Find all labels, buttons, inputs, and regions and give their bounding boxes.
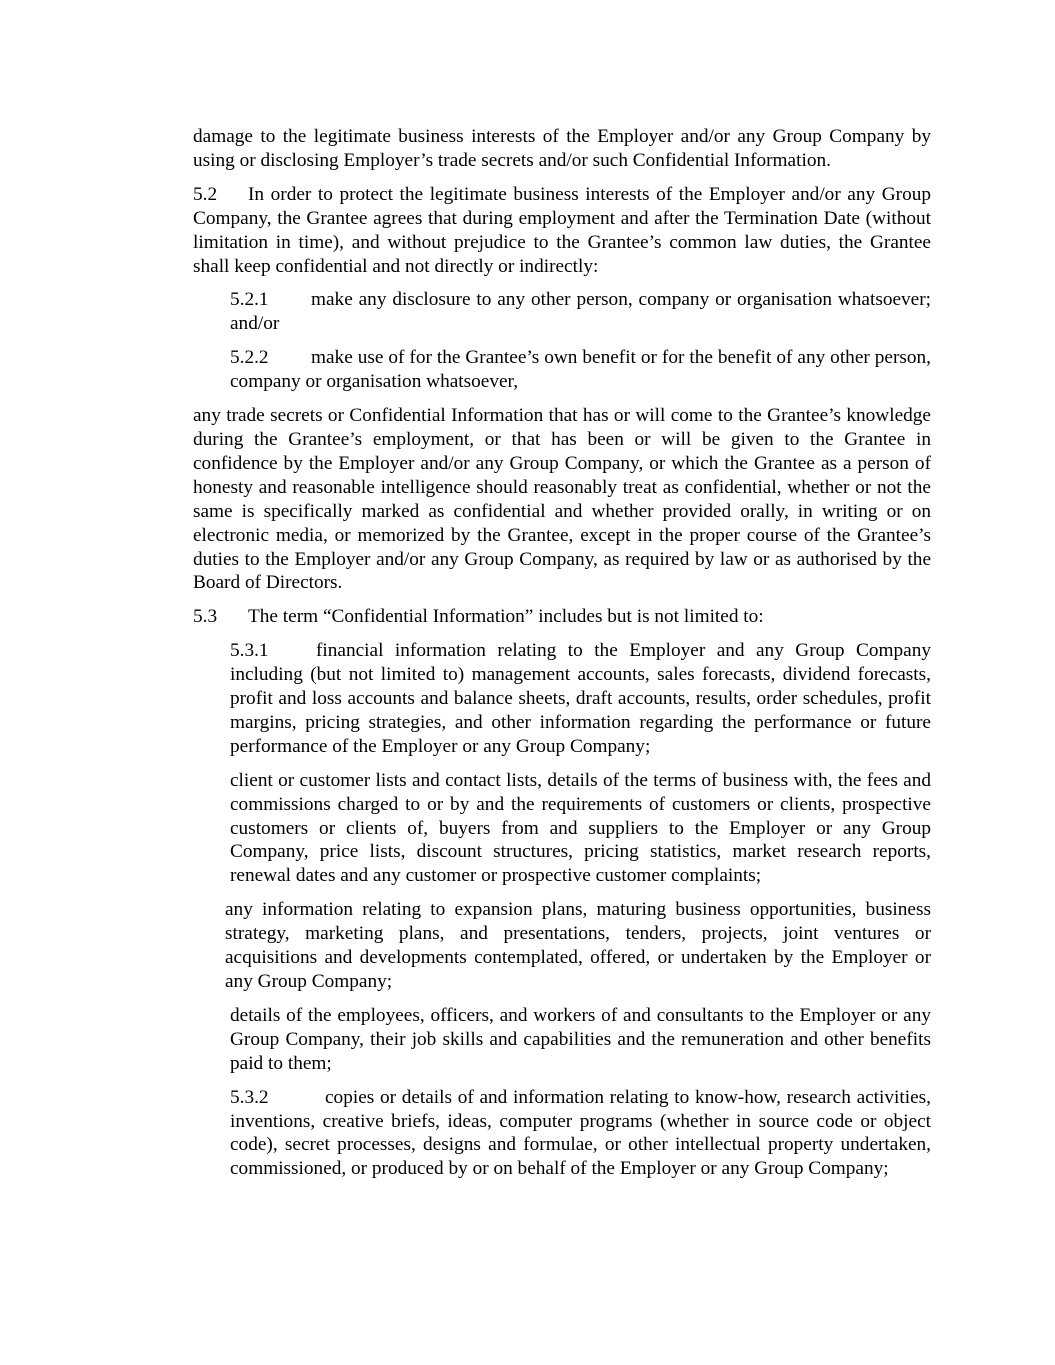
clause-text: copies or details of and information relating to know-how, research activities, inventions, creative briefs, ideas, computer programs (whether in source code or object code), secret processes, designs and formulae, or other intellectual property undertaken, commissioned, or produced by or on behalf of the Employer or any Group Company; (230, 1086, 931, 1180)
clause-5-3-1 (230, 639, 931, 759)
clause-5-3-2 (230, 1086, 931, 1182)
clause-number: 5.2.2 (230, 347, 269, 369)
clause-number: 5.3 (193, 606, 218, 628)
clause-number: 5.2.1 (230, 289, 269, 311)
clause-5-2-2 (230, 346, 931, 394)
clause-5-3 (193, 605, 931, 629)
paragraph-expansion-plans: any information relating to expansion plans, maturing business opportunities, business strategy, marketing plans, and presentations, tenders, projects, joint ventures or acquisitions and developments contemplated, offered, or undertaken by the Employer or any Group Company; (225, 899, 931, 992)
paragraph-employees: details of the employees, officers, and workers of and consultants to the Employer or any Group Company, their job skills and capabilities and the remuneration and other benefits paid to them; (230, 1004, 931, 1074)
clause-number: 5.3.2 (230, 1086, 269, 1108)
clause-text: make use of for the Grantee’s own benefit or for the benefit of any other person, company or organisation whatsoever, (230, 347, 931, 393)
clause-text: make any disclosure to any other person, company or organisation whatsoever; and/or (230, 289, 931, 335)
paragraph-intro: damage to the legitimate business interests of the Employer and/or any Group Company by using or disclosing Employer’s trade secrets and/or such Confidential Information. (193, 126, 931, 171)
clause-5-2 (193, 183, 931, 279)
document-page (193, 125, 931, 1181)
clause-5-2-1 (230, 288, 931, 336)
paragraph-client-lists: client or customer lists and contact lists, details of the terms of business with, the fees and commissions charged to or by and the requirements of customers or clients, prospective customers or clients of, buyers from and suppliers to the Employer or any Group Company, price lists, discount structures, pricing statistics, market research reports, renewal dates and any customer or prospective customer complaints; (230, 769, 931, 887)
clause-number: 5.3.1 (230, 640, 269, 662)
clause-text: In order to protect the legitimate business interests of the Employer and/or any Group Company, the Grantee agrees that during employment and after the Termination Date (without limitation in time), and without prejudice to the Grantee’s common law duties, the Grantee shall keep confidential and not directly or indirectly: (193, 183, 931, 277)
paragraph-trade-secrets: any trade secrets or Confidential Information that has or will come to the Grantee’s knowledge during the Grantee’s employment, or that has been or will be given to the Grantee in confidence by the Employer and/or any Group Company, or which the Grantee as a person of honesty and reasonable intelligence should reasonably treat as confidential, whether or not the same is specifically marked as confidential and whether provided orally, in writing or on electronic media, or memorized by the Grantee, except in the proper course of the Grantee’s duties to the Employer and/or any Group Company, as required by law or as authorised by the Board of Directors. (193, 405, 931, 594)
clause-number: 5.2 (193, 183, 218, 205)
clause-text: The term “Confidential Information” includes but is not limited to: (248, 606, 764, 628)
clause-text: financial information relating to the Employer and any Group Company including (but not limited to) management accounts, sales forecasts, dividend forecasts, profit and loss accounts and balance sheets, draft accounts, results, order schedules, profit margins, pricing strategies, and other information regarding the performance or future performance of the Employer or any Group Company; (230, 640, 931, 757)
